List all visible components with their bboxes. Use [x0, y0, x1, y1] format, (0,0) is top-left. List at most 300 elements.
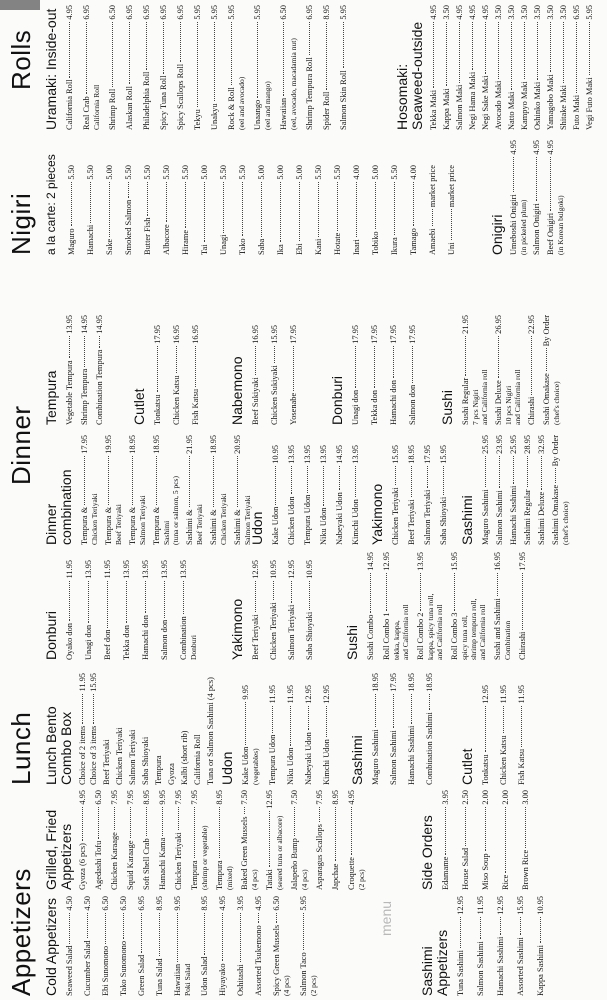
- menu-item-price: 17.95: [423, 445, 432, 464]
- dot-leader: [511, 22, 512, 90]
- dot-leader: [108, 456, 109, 505]
- menu-item-row: [126, 790, 136, 890]
- menu-item: [215, 790, 234, 890]
- menu-item-name: Baked Green Mussels: [240, 816, 249, 890]
- menu-item: [407, 445, 417, 545]
- menu-item-name: Unaango: [253, 99, 262, 130]
- menu-item-name: Spicy Green Mussels: [272, 924, 281, 996]
- menu-item-name: Unagi don: [351, 389, 360, 425]
- menu-item-row: [272, 896, 282, 996]
- menu-item-name: Shrimp Roll: [108, 88, 117, 130]
- dot-leader: [412, 346, 413, 383]
- dot-leader: [319, 807, 320, 823]
- menu-item-row: [507, 5, 517, 130]
- dot-leader: [195, 346, 196, 387]
- menu-item-price: 6.95: [176, 5, 185, 20]
- dot-leader: [99, 336, 100, 348]
- dot-leader: [522, 573, 523, 630]
- menu-item-row: [322, 5, 332, 130]
- menu-item-row: [271, 445, 281, 545]
- menu-item-name: Oshinko Maki: [533, 81, 542, 130]
- menu-item-row: [322, 685, 332, 785]
- menu-item-row: [105, 165, 115, 255]
- menu-item-note: (in Korean bulgoki): [556, 195, 565, 255]
- menu-item-name: Japchae: [331, 863, 340, 890]
- menu-item-note: spicy tuna roll,: [460, 615, 469, 660]
- menu-item-row: [174, 790, 184, 890]
- menu-item: [542, 315, 561, 425]
- dot-leader: [88, 581, 89, 623]
- menu-item: [322, 5, 332, 130]
- menu-item-price: 22.95: [527, 315, 536, 334]
- menu-item-name: Sashimi &: [209, 509, 218, 545]
- nigiri-subtitle: a la carte: 2 pieces: [44, 154, 58, 255]
- lunch-donburi-section: [44, 560, 207, 660]
- menu-item: [240, 790, 259, 890]
- dot-leader: [204, 182, 205, 243]
- dot-leader: [276, 913, 277, 923]
- menu-item: [408, 325, 418, 425]
- menu-item: [160, 560, 170, 660]
- menu-item-row: [65, 560, 75, 660]
- menu-item-name: Tai: [200, 244, 209, 255]
- menu-item-name: Spicy Tuna Roll: [159, 75, 168, 130]
- menu-item-name: Unagi: [219, 234, 228, 255]
- menu-item-name: Tempura Udon: [303, 494, 312, 545]
- menu-item-row: [254, 896, 264, 996]
- menu-item: [333, 165, 343, 255]
- dot-leader: [261, 182, 262, 237]
- dot-leader: [356, 182, 357, 238]
- menu-item: [501, 790, 511, 890]
- menu-item-note: (eel and mango): [263, 81, 272, 130]
- menu-item-name: Sashimi &: [233, 509, 242, 545]
- menu-item-name: Chirashi: [527, 396, 536, 425]
- dot-leader: [156, 456, 157, 505]
- menu-item-note: (tuna or salmon, 5 pcs): [171, 476, 180, 545]
- menu-item-price: 15.95: [516, 896, 525, 915]
- menu-item: [439, 445, 449, 545]
- menu-item-row: [103, 560, 113, 660]
- menu-item-name: Salmon Skin Roll: [339, 70, 348, 130]
- menu-item-price: 7.50: [240, 790, 249, 805]
- menu-item-price: 12.95: [456, 896, 465, 915]
- menu-item-name: Tako: [238, 238, 247, 255]
- menu-item-price: 5.50: [333, 165, 342, 180]
- menu-item-row: [251, 325, 261, 425]
- menu-item: [371, 165, 381, 255]
- menu-item-row: [456, 896, 466, 996]
- dot-leader: [521, 706, 522, 747]
- menu-item-note: Salmon Teriyaki: [138, 495, 147, 545]
- menu-item-name: Combination Sashimi: [425, 712, 434, 785]
- menu-item: [456, 896, 466, 996]
- menu-item-price: 8.95: [215, 790, 224, 805]
- menu-item-name: Hotate: [333, 232, 342, 255]
- menu-item-name: Amaebi: [428, 228, 437, 255]
- menu-item: [441, 790, 451, 890]
- menu-item-price: 7.95: [174, 790, 183, 805]
- menu-item-price: 3.95: [441, 790, 450, 805]
- menu-item-row: [551, 435, 561, 545]
- menu-item: [78, 790, 88, 890]
- dinner-sushi-section: [440, 315, 566, 425]
- dot-leader: [128, 182, 129, 198]
- dot-leader: [189, 456, 190, 508]
- menu-item-name: Chicken Teriyaki: [269, 602, 278, 660]
- dot-leader: [146, 22, 147, 70]
- menu-item-note: Beef Teriyaki: [114, 504, 123, 545]
- dot-leader: [176, 346, 177, 374]
- dot-leader: [231, 22, 232, 86]
- menu-item-price: market price: [447, 165, 456, 208]
- menu-item-name: Ebi Sunomono: [101, 945, 110, 996]
- dinner-combination-title: Dinner combination: [43, 469, 74, 545]
- dot-leader: [114, 807, 115, 830]
- nigiri-header: Nigiri: [6, 192, 36, 255]
- menu-item-price: 16.95: [172, 325, 181, 344]
- side-orders-section: [420, 790, 541, 890]
- menu-item-price: 11.95: [499, 685, 508, 704]
- menu-item: [518, 552, 528, 660]
- menu-item: [200, 896, 210, 996]
- dot-leader: [375, 694, 376, 728]
- dot-leader: [303, 913, 304, 951]
- menu-item-name: Tako Sunomono: [119, 940, 128, 996]
- dot-leader: [166, 182, 167, 223]
- menu-item-row: [389, 673, 399, 785]
- menu-item: [322, 685, 332, 785]
- menu-item-note: and California roll: [513, 369, 522, 425]
- menu-item-name: Seaweed Salad: [65, 945, 74, 996]
- menu-item-name: Niku Udon: [286, 747, 295, 785]
- menu-item-note: shrimp tempura roll,: [469, 598, 478, 660]
- dot-leader: [445, 807, 446, 855]
- menu-item-price: 5.00: [200, 165, 209, 180]
- menu-item: [276, 165, 286, 255]
- menu-item-row: [304, 685, 314, 785]
- menu-item-name: Kimchi Udon: [351, 499, 360, 545]
- menu-item-note: (4 pcs): [300, 869, 309, 890]
- menu-item-name: Saba Shioyaki: [305, 611, 314, 660]
- menu-item-row: [409, 165, 419, 255]
- menu-item-name: Salmon don: [160, 619, 169, 660]
- menu-item-row: [495, 435, 505, 545]
- menu-item-price: 9.95: [173, 896, 182, 911]
- menu-item-row: [290, 790, 300, 890]
- cold-appetizers-title: Cold Appetizers: [43, 897, 59, 996]
- dot-leader: [283, 22, 284, 96]
- dot-leader: [505, 807, 506, 873]
- menu-item-name: Kappa Sashimi: [536, 945, 545, 996]
- menu-item: [103, 560, 113, 660]
- menu-item-price: 5.95: [227, 5, 236, 20]
- menu-item: [425, 673, 435, 785]
- menu-item-name: Tamago: [409, 228, 418, 255]
- menu-item-price: 18.95: [128, 435, 137, 454]
- menu-item-price: 15.95: [391, 445, 400, 464]
- menu-item-row: [518, 552, 528, 660]
- menu-item-name: Chicken Katsu: [499, 735, 508, 785]
- menu-item-row: [305, 5, 315, 130]
- menu-item-name: Shrimp Tempura: [80, 368, 89, 425]
- menu-item-note: (chef's choice): [552, 381, 561, 425]
- menu-item-name: Hamachi don: [389, 380, 398, 425]
- menu-item: [303, 445, 313, 545]
- dinner-sashimi-title: Sashimi: [459, 495, 475, 545]
- dot-leader: [257, 22, 258, 98]
- menu-item-price: 17.95: [389, 673, 398, 692]
- lunch-cutlet-title: Cutlet: [459, 748, 475, 785]
- menu-item-price: 10.95: [536, 896, 545, 915]
- dot-leader: [546, 348, 547, 371]
- dot-leader: [90, 182, 91, 223]
- menu-item-name: Salmon Teriyaki: [287, 604, 296, 660]
- menu-item: [315, 790, 325, 890]
- menu-item-row: [517, 685, 527, 785]
- dot-leader: [126, 581, 127, 623]
- menu-item-row: [65, 896, 75, 996]
- menu-item-price: 14.95: [95, 315, 104, 334]
- nabemono-section: [230, 325, 308, 425]
- menu-item-price: 6.50: [279, 5, 288, 20]
- menu-item-price: 16.95: [251, 325, 260, 344]
- menu-item: [481, 435, 491, 545]
- menu-item-row: [89, 673, 99, 785]
- menu-item-name: Tempura Udon: [268, 734, 277, 785]
- menu-item-name: Hawaiian: [279, 97, 288, 130]
- menu-item-price: 11.95: [476, 896, 485, 915]
- menu-item: [65, 896, 75, 996]
- menu-item-name: Hiyayako: [218, 963, 227, 996]
- menu-item: [269, 560, 279, 660]
- menu-item-row: [423, 445, 433, 545]
- menu-item-price: 7.95: [190, 790, 199, 805]
- dot-leader: [459, 22, 460, 83]
- menu-item-price: 12.95: [481, 685, 490, 704]
- menu-item-row: [193, 5, 203, 130]
- menu-item-row: [371, 673, 381, 785]
- dot-leader: [374, 346, 375, 388]
- menu-item-row: [499, 685, 509, 785]
- menu-item-name: Shrimp Tempura Roll: [305, 57, 314, 130]
- menu-item-row: [481, 790, 491, 890]
- dot-leader: [395, 466, 396, 486]
- side-orders-title: Side Orders: [419, 815, 435, 890]
- menu-item-price: 15.95: [270, 325, 279, 344]
- dot-leader: [420, 573, 421, 611]
- dot-leader: [146, 807, 147, 837]
- menu-item-row: [299, 896, 309, 996]
- menu-item-price: 3.50: [494, 5, 503, 20]
- dot-leader: [145, 581, 146, 613]
- menu-item-name: Beef Teriyaki: [251, 614, 260, 660]
- menu-item: [119, 896, 129, 996]
- menu-item: [509, 435, 519, 545]
- dot-leader: [240, 913, 241, 963]
- menu-item-row: [533, 5, 543, 130]
- menu-item-name: Sashimi Omakase: [551, 484, 560, 545]
- menu-item: [516, 896, 526, 996]
- menu-item: [143, 165, 153, 255]
- menu-item-price: 5.50: [86, 165, 95, 180]
- menu-item-row: [83, 896, 93, 996]
- menu-item: [152, 435, 180, 545]
- menu-item-note: Chicken Teriyaki: [219, 493, 228, 545]
- menu-item-name: Salmon Teriyaki: [423, 489, 432, 545]
- dot-leader: [485, 706, 486, 753]
- menu-item-note: 10 pcs Nigiri: [504, 385, 513, 425]
- dot-leader: [536, 157, 537, 201]
- menu-item-row: [110, 790, 120, 890]
- menu-item-row: [289, 325, 299, 425]
- menu-item-name: Albacore: [162, 224, 171, 255]
- menu-item-note: Chicken Teriyaki: [90, 493, 99, 545]
- menu-item-note: and California roll: [480, 369, 489, 425]
- menu-item: [158, 790, 168, 890]
- menu-item: [481, 790, 491, 890]
- dot-leader: [293, 346, 294, 391]
- menu-item-note: California Roll: [92, 84, 101, 130]
- menu-item-price: 10.95: [269, 560, 278, 579]
- dinner-donburi-title: Donburi: [329, 375, 345, 425]
- dot-leader: [213, 456, 214, 508]
- menu-item-row: [137, 896, 147, 996]
- menu-item-name: Combination Tempura: [95, 349, 104, 425]
- menu-item-row: [158, 790, 168, 890]
- menu-item-price: 5.95: [339, 5, 348, 20]
- menu-item-row: [439, 445, 449, 545]
- menu-item: [191, 325, 201, 425]
- menu-item-price: 3.50: [520, 5, 529, 20]
- menu-item-name: Tekka don: [370, 390, 379, 425]
- menu-item: [94, 790, 104, 890]
- menu-item-row: [494, 5, 504, 130]
- menu-item-name: Sushi Deluxe: [494, 380, 503, 425]
- dot-leader: [194, 807, 195, 859]
- menu-item: [287, 560, 297, 660]
- dot-leader: [272, 706, 273, 733]
- menu-item: [219, 165, 229, 255]
- uramaki-title: Uramaki: Inside-out: [43, 8, 59, 130]
- dinner-udon-title: Udon: [249, 511, 265, 545]
- menu-item-row: [585, 5, 595, 130]
- menu-item-price: 7.50: [290, 790, 299, 805]
- menu-item-row: [450, 552, 460, 660]
- menu-item: [537, 435, 547, 545]
- menu-item-name: Oshitashi: [236, 964, 245, 996]
- bento-option: Tuna or Salmon Sashimi (4 pcs): [206, 677, 215, 785]
- menu-item: [551, 435, 570, 545]
- menu-item-price: 3.50: [533, 5, 542, 20]
- menu-item: [521, 790, 531, 890]
- lunch-sashimi-title: Sashimi: [349, 735, 365, 785]
- dot-leader: [497, 573, 498, 596]
- menu-item-name: Asparagus Scallops: [315, 824, 324, 890]
- menu-item-row: [270, 325, 280, 425]
- menu-item: [428, 165, 438, 255]
- menu-item-name: Futo Maki: [572, 94, 581, 130]
- menu-item: [80, 435, 99, 545]
- menu-item: [352, 165, 362, 255]
- menu-item: [287, 445, 297, 545]
- dot-leader: [309, 22, 310, 56]
- menu-item-price: 17.95: [389, 325, 398, 344]
- menu-item-price: 4.95: [468, 5, 477, 20]
- lunch-sashimi-section: [350, 673, 443, 785]
- menu-item-name: Choice of 2 items: [78, 725, 87, 785]
- dot-leader: [335, 807, 336, 862]
- menu-item-name: Real Crab: [82, 96, 91, 130]
- menu-item-row: [335, 445, 345, 545]
- dot-leader: [451, 209, 452, 240]
- menu-item-row: [125, 5, 135, 130]
- menu-item-price: 17.95: [370, 325, 379, 344]
- menu-item-name: Ika: [276, 244, 285, 255]
- menu-item: [253, 5, 272, 130]
- menu-item-name: Sashimi Deluxe: [537, 491, 546, 545]
- menu-item-name: Chicken Katsu: [172, 375, 181, 425]
- menu-item: [82, 5, 101, 130]
- menu-item-name: Tekyu: [193, 109, 202, 130]
- dinner-combination-section: [44, 435, 257, 545]
- dinner-cutlet-title: Cutlet: [131, 388, 147, 425]
- menu-item-row: [370, 325, 380, 425]
- menu-item: [423, 445, 433, 545]
- dot-leader: [485, 456, 486, 488]
- menu-item-name: Unagi don: [84, 624, 93, 660]
- dot-leader: [69, 22, 70, 78]
- dot-leader: [446, 22, 447, 87]
- bento-option: Gyoza: [167, 763, 176, 785]
- menu-item-price: 5.00: [276, 165, 285, 180]
- appetizers-header: Appetizers: [6, 868, 36, 996]
- menu-item-price: 16.95: [191, 325, 200, 344]
- dot-leader: [273, 581, 274, 601]
- menu-item-name: Natto Maki: [507, 91, 516, 130]
- menu-item-name: Salmon Sashimi: [495, 490, 504, 545]
- menu-item: [382, 552, 410, 660]
- menu-item-name: Spicy Scallops Roll: [176, 63, 185, 130]
- dinner-yakimono-section: [370, 445, 455, 545]
- menu-item: [455, 5, 465, 130]
- menu-item-note: (in pickeled plum): [519, 199, 528, 255]
- menu-item-name: Shitake Maki: [559, 85, 568, 130]
- menu-item: [409, 165, 419, 255]
- nigiri-section: [44, 154, 466, 255]
- dot-leader: [291, 581, 292, 603]
- dot-leader: [443, 466, 444, 495]
- menu-item: [124, 165, 134, 255]
- menu-item: [265, 790, 284, 890]
- menu-item-row: [315, 790, 325, 890]
- menu-item-price: 6.50: [119, 896, 128, 911]
- menu-item-price: 5.95: [299, 896, 308, 911]
- menu-item: [105, 165, 115, 255]
- rolls-header: Rolls: [6, 29, 36, 90]
- menu-item-note: Beef Teriyaki: [195, 504, 204, 545]
- menu-item: [95, 315, 105, 425]
- menu-item-row: [80, 435, 90, 545]
- menu-item: [481, 685, 491, 785]
- bento-option: California Roll: [193, 734, 202, 785]
- dot-leader: [427, 466, 428, 488]
- dot-leader: [107, 581, 108, 628]
- dot-leader: [274, 346, 275, 363]
- dot-leader: [524, 22, 525, 80]
- dot-leader: [82, 694, 83, 724]
- menu-item: [241, 685, 260, 785]
